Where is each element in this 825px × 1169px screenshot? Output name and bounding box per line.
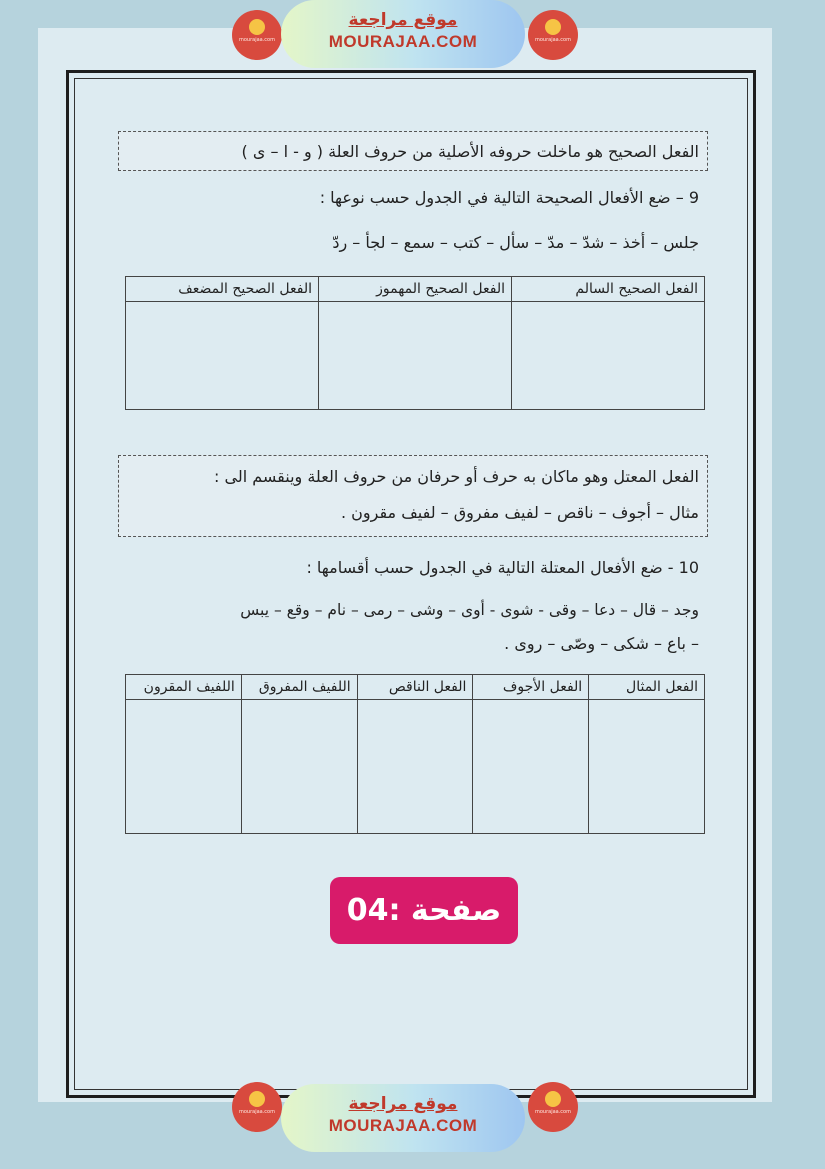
site-badge-bottom[interactable] <box>281 1084 525 1152</box>
answer-cell[interactable] <box>241 700 357 834</box>
table-header: الفعل الأجوف <box>473 675 589 700</box>
answer-cell[interactable] <box>589 700 705 834</box>
answer-cell[interactable] <box>357 700 473 834</box>
exercise-10-table <box>125 674 705 834</box>
site-logo-icon: mourajaa.com <box>528 1082 578 1132</box>
definition-sahih: الفعل الصحيح هو ماخلت حروفه الأصلية من حروف العلة ( و - ا – ى ) <box>241 142 699 161</box>
definition-box-sahih <box>118 131 708 171</box>
table-header: اللفيف المفروق <box>241 675 357 700</box>
site-name-latin: MOURAJAA.COM <box>328 32 478 51</box>
answer-cell[interactable] <box>473 700 589 834</box>
site-badge-top[interactable] <box>281 0 525 68</box>
site-logo-icon: mourajaa.com <box>232 1082 282 1132</box>
exercise-9-table <box>125 276 705 410</box>
answer-cell[interactable] <box>126 302 319 410</box>
definition-mutal-types: مثال – أجوف – ناقص – لفيف مفروق – لفيف مقرون . <box>340 503 699 522</box>
table-header: اللفيف المقرون <box>126 675 242 700</box>
exercise-10-words-line1: وجد – قال – دعا – وقى - شوى - أوى – وشى – رمى – نام – وقع – يبس <box>240 601 699 619</box>
site-name-latin: MOURAJAA.COM <box>328 1116 478 1135</box>
site-logo-icon: mourajaa.com <box>528 10 578 60</box>
table-header: الفعل الناقص <box>357 675 473 700</box>
definition-mutal: الفعل المعتل وهو ماكان به حرف أو حرفان من حروف العلة وينقسم الى : <box>214 467 699 486</box>
page-number-label: صفحة :04 <box>330 877 518 944</box>
exercise-9-instruction: 9 – ضع الأفعال الصحيحة التالية في الجدول حسب نوعها : <box>319 188 699 207</box>
answer-cell[interactable] <box>512 302 705 410</box>
exercise-9-words: جلس – أخذ – شدّ – مدّ – سأل – كتب – سمع – لجأ – ردّ <box>332 233 699 252</box>
site-name-arabic: موقع مراجعة <box>348 10 458 30</box>
exercise-10-instruction: 10 - ضع الأفعال المعتلة التالية في الجدول حسب أقسامها : <box>306 558 699 577</box>
table-header: الفعل الصحيح المهموز <box>319 277 512 302</box>
definition-box-mutal <box>118 455 708 537</box>
answer-cell[interactable] <box>319 302 512 410</box>
exercise-10-words-line2: – باع – شكى – وصّى – روى . <box>504 634 699 653</box>
table-header: الفعل الصحيح المضعف <box>126 277 319 302</box>
table-header: الفعل المثال <box>589 675 705 700</box>
answer-cell[interactable] <box>126 700 242 834</box>
site-logo-icon: mourajaa.com <box>232 10 282 60</box>
site-name-arabic: موقع مراجعة <box>348 1094 458 1114</box>
table-header: الفعل الصحيح السالم <box>512 277 705 302</box>
